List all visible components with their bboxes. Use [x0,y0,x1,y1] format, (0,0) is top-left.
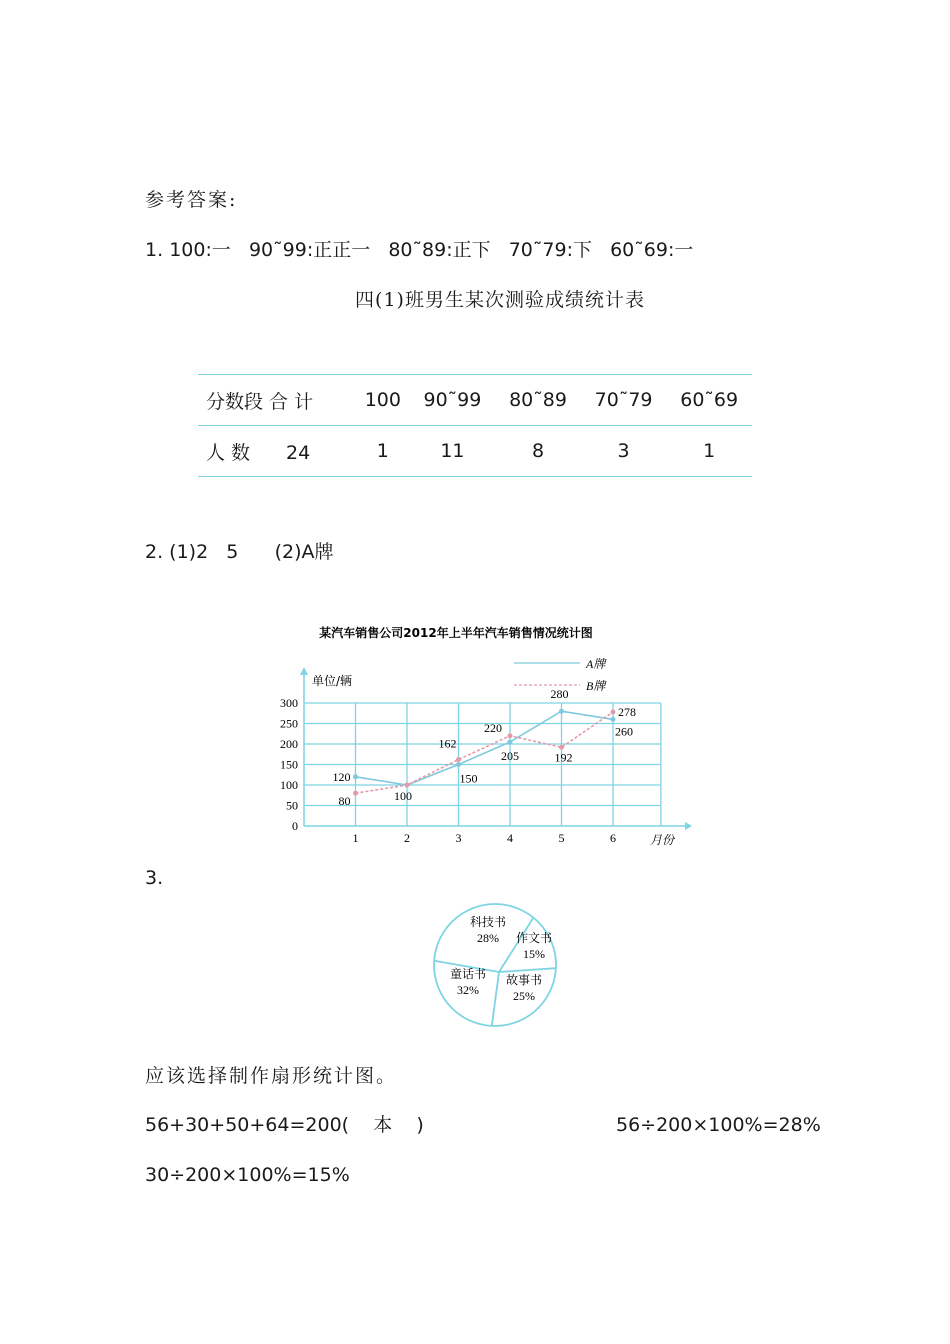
y-axis-label: 单位/辆 [312,674,353,688]
pie-slice-label: 故事书 [505,973,543,987]
data-point [353,791,358,796]
data-point [559,745,564,750]
x-tick-label: 3 [455,831,462,845]
data-point [456,757,461,762]
data-label: 205 [501,748,519,763]
calc-science-percent: 56÷200×100%=28% [616,1114,821,1136]
data-label: 100 [394,789,412,803]
table-header-cell: 90˜99 [410,375,496,426]
legend-label: A牌 [586,657,606,671]
x-tick-label: 6 [610,831,616,845]
data-label: 120 [332,769,351,784]
question-1-tally-text: 100:一 90˜99:正正一 80˜89:正下 70˜79:下 60˜69:一 [169,239,694,261]
table-row1-head: 分数段 合 计 [198,375,356,426]
table-count-cell: 1 [666,426,752,477]
table-count-row [198,426,752,477]
x-tick-label: 2 [404,831,410,845]
data-label: 280 [550,687,569,702]
question-3-number: 3. [145,867,164,889]
table-row2-head [198,426,356,477]
y-tick-label: 100 [280,778,298,792]
data-label: 162 [438,736,457,751]
chart-title: 某汽车销售公司2012年上半年汽车销售情况统计图 [319,626,593,640]
data-label: 150 [459,771,478,786]
data-label: 278 [618,705,636,720]
data-point [508,733,513,738]
table-total: 24 [286,441,311,464]
pie-slice-label: 科技书 [469,915,507,929]
y-tick-label: 50 [286,798,298,813]
data-point [353,774,358,779]
data-point [611,710,616,715]
y-tick-label: 250 [280,716,298,731]
y-tick-label: 150 [280,757,298,772]
data-point [559,709,564,714]
pie-slice-label: 童话书 [449,967,487,981]
data-label: 80 [338,794,351,809]
x-axis-arrow [685,822,692,830]
x-tick-label: 1 [352,831,359,845]
data-point [611,717,616,722]
table-row2-label: 人 数 [206,441,251,464]
question-2-answer: 2. (1)2 5 (2)A牌 [145,541,334,563]
table-header-cell: 80˜89 [495,375,581,426]
calc-writing-percent: 30÷200×100%=15% [145,1164,350,1186]
answer-heading: 参考答案: [145,189,238,211]
table-count-cell: 1 [356,426,410,477]
x-tick-label: 5 [558,831,565,845]
data-point [405,783,410,788]
pie-slice-percent: 15% [523,947,545,961]
question-1-number: 1. [145,239,164,261]
table-count-cell: 11 [410,426,496,477]
data-label: 260 [615,724,633,739]
pie-slice-percent: 25% [513,989,535,1003]
pie-slice-label: 作文书 [515,931,553,945]
y-tick-label: 300 [280,696,298,710]
table-header-cell: 70˜79 [581,375,667,426]
legend-label: B牌 [586,679,606,693]
table-header-cell: 100 [356,375,410,426]
y-axis-arrow [300,667,308,675]
table-count-cell: 8 [495,426,581,477]
data-label: 220 [484,720,502,735]
data-point [508,739,513,744]
table-header-row [198,375,752,426]
score-table [198,374,752,477]
sales-line-chart [260,615,710,850]
y-tick-label: 0 [292,819,298,833]
table-count-cell: 3 [581,426,667,477]
book-pie-chart [430,900,560,1030]
data-label: 192 [554,750,573,765]
conclusion-text: 应该选择制作扇形统计图。 [145,1065,398,1087]
table-header-cell: 60˜69 [666,375,752,426]
pie-slice-percent: 32% [457,983,479,997]
pie-slice-percent: 28% [477,931,499,945]
x-axis-label: 月份 [650,833,675,847]
question-1-tally [145,238,693,262]
calc-total: 56+30+50+64=200( 本 ) [145,1114,424,1136]
y-tick-label: 200 [280,737,298,751]
table-title: 四(1)班男生某次测验成绩统计表 [355,289,645,311]
x-tick-label: 4 [507,831,513,845]
data-point [456,762,461,767]
